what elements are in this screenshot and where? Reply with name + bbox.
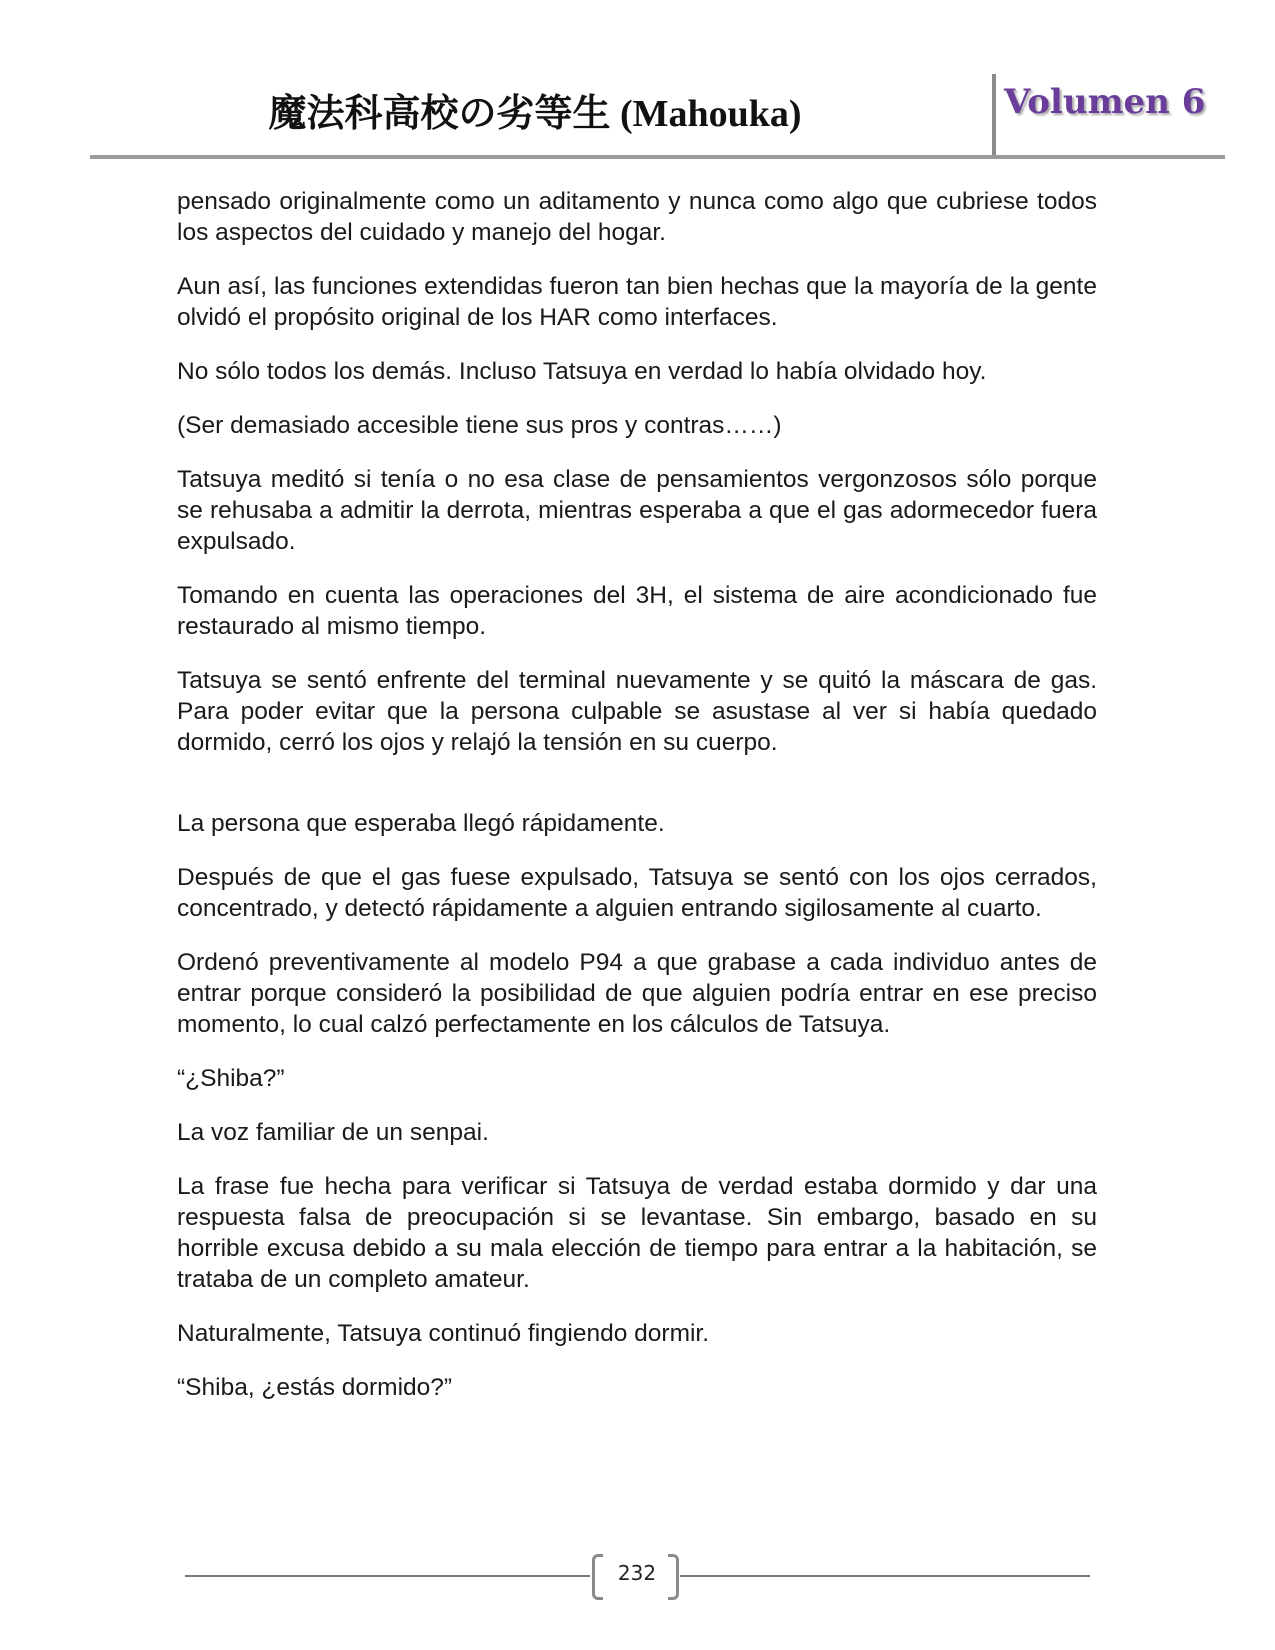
paragraph: La persona que esperaba llegó rápidamente. xyxy=(177,810,665,837)
paragraph: Aun así, las funciones extendidas fueron tan bien hechas que la mayoría de la gente olvidó el propósito original de los HAR como interfaces. xyxy=(177,273,1097,331)
page-body xyxy=(177,186,1097,1426)
header-rule xyxy=(90,155,1225,159)
page-number-bracket-right xyxy=(668,1554,679,1600)
footer-rule-right xyxy=(680,1575,1090,1577)
page-header xyxy=(0,0,1275,160)
volume-label: Volumen 6 xyxy=(1004,82,1206,122)
paragraph: La frase fue hecha para verificar si Tatsuya de verdad estaba dormido y dar una respuesta falsa de preocupación si se levantase. Sin embargo, basado en su horrible excusa debido a su mala elección de tiempo para entrar a la habitación, se trataba de un completo amateur. xyxy=(177,1173,1097,1293)
paragraph: No sólo todos los demás. Incluso Tatsuya en verdad lo había olvidado hoy. xyxy=(177,358,987,385)
page-number: 232 xyxy=(617,1561,657,1585)
header-divider xyxy=(992,74,996,156)
paragraph: pensado originalmente como un aditamento y nunca como algo que cubriese todos los aspectos del cuidado y manejo del hogar. xyxy=(177,188,1097,246)
paragraph: Naturalmente, Tatsuya continuó fingiendo dormir. xyxy=(177,1320,710,1347)
book-title: 魔法科高校の劣等生 (Mahouka) xyxy=(268,93,802,135)
paragraph: Después de que el gas fuese expulsado, Tatsuya se sentó con los ojos cerrados, concentrado, y detectó rápidamente a alguien entrando sigilosamente al cuarto. xyxy=(177,864,1097,922)
dialogue-line: “¿Shiba?” xyxy=(177,1065,285,1092)
paragraph: Tomando en cuenta las operaciones del 3H, el sistema de aire acondicionado fue restaurado al mismo tiempo. xyxy=(177,582,1097,640)
paragraph: Ordenó preventivamente al modelo P94 a que grabase a cada individuo antes de entrar porque consideró la posibilidad de que alguien podría entrar en ese preciso momento, lo cual calzó perfectamente en los cálculos de Tatsuya. xyxy=(177,949,1097,1038)
paragraph: (Ser demasiado accesible tiene sus pros y contras……) xyxy=(177,412,782,439)
footer-rule-left xyxy=(185,1575,590,1577)
paragraph: Tatsuya meditó si tenía o no esa clase de pensamientos vergonzosos sólo porque se rehusaba a admitir la derrota, mientras esperaba a que el gas adormecedor fuera expulsado. xyxy=(177,466,1097,555)
paragraph: Tatsuya se sentó enfrente del terminal nuevamente y se quitó la máscara de gas. Para poder evitar que la persona culpable se asustase al ver si había quedado dormido, cerró los ojos y relajó la tensión en su cuerpo. xyxy=(177,667,1097,756)
paragraph: La voz familiar de un senpai. xyxy=(177,1119,489,1146)
dialogue-line: “Shiba, ¿estás dormido?” xyxy=(177,1374,453,1401)
